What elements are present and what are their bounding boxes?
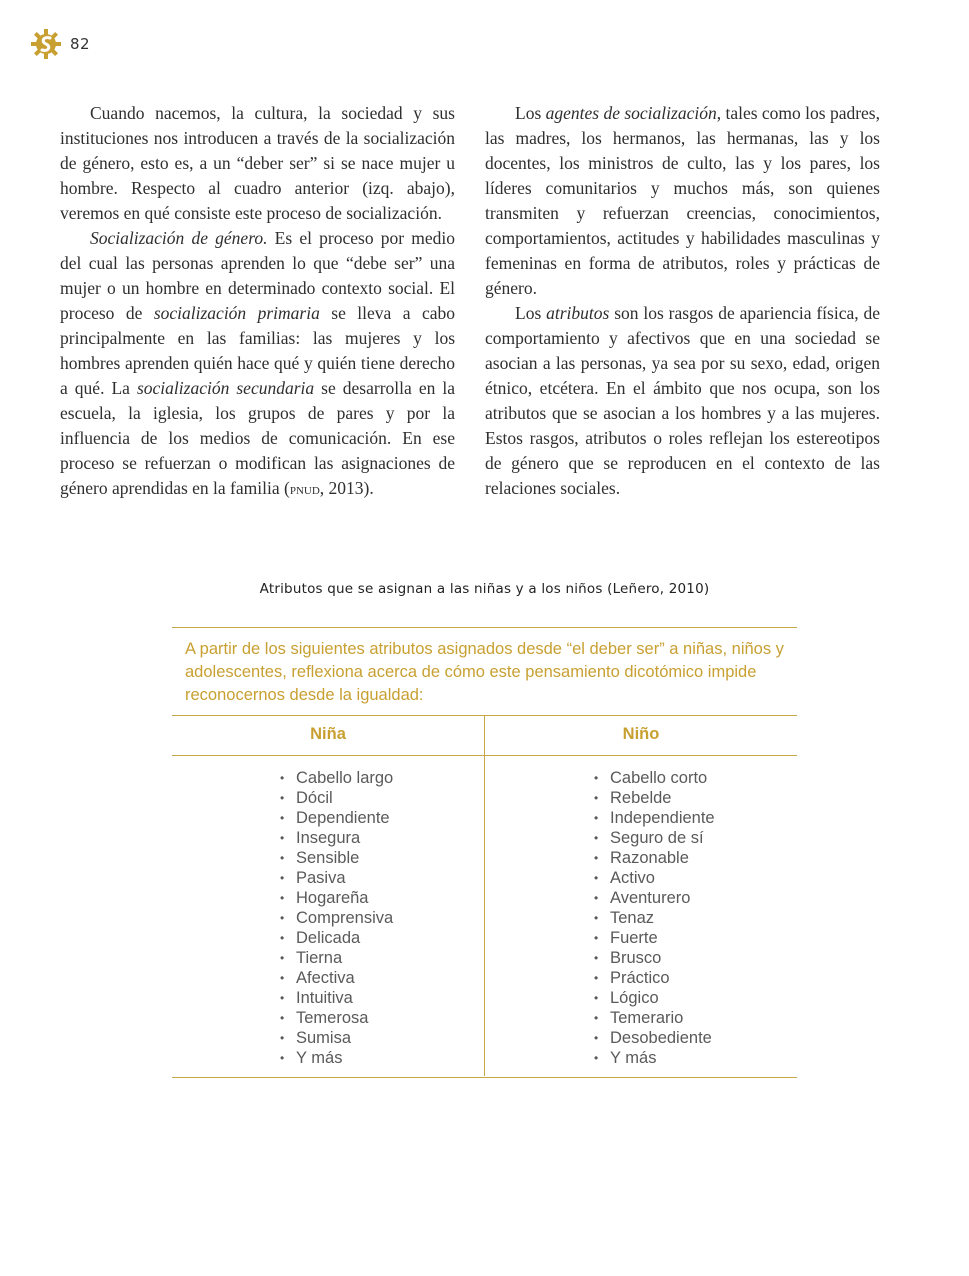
attributes-table (172, 627, 797, 1078)
term-socializacion-secundaria: socialización secundaria (136, 378, 315, 398)
gear-sun-logo-icon (30, 28, 62, 60)
list-item: • Dependiente (280, 808, 393, 828)
term-agentes-socializacion: agentes de socialización (545, 103, 717, 123)
table-caption: Atributos que se asignan a las niñas y a los niños (Leñero, 2010) (259, 581, 710, 597)
list-item: • Y más (594, 1048, 715, 1068)
list-item: • Afectiva (280, 968, 393, 988)
list-item: • Temerosa (280, 1008, 393, 1028)
left-paragraph-2: Socialización de género. Es el proceso por medio del cual las personas aprenden lo que “debe ser” una mujer o un hombre en determinado contexto social. El proceso de socialización primaria se lleva a cabo principalmente en las familias: las mujeres y los hombres aprenden quién hace qué y quién tiene derecho a qué. La socialización secundaria se desarrolla en la escuela, la iglesia, los grupos de pares y por la influencia de los medios de comunicación. En ese proceso se refuerzan o modifican las asignaciones de género aprendidas en la familia (pnud, 2013). (60, 228, 455, 498)
left-text-column (60, 101, 455, 503)
table-intro: A partir de los siguientes atributos asignados desde “el deber ser” a niñas, niños y adolescentes, reflexiona acerca de cómo este pensamiento dicotómico impide reconocernos desde la igualdad: (185, 640, 784, 704)
list-item: • Sumisa (280, 1028, 393, 1048)
list-item: • Cabello largo (280, 768, 393, 788)
list-item: • Aventurero (594, 888, 715, 908)
list-item: • Activo (594, 868, 715, 888)
right-paragraph-1: Los agentes de socialización, tales como los padres, las madres, los hermanos, las hermanas, las y los docentes, los ministros de culto, las y los pares, los líderes comunitarios y muchos más, son quienes transmiten y refuerzan creencias, conocimientos, comportamientos, actitudes y habilidades masculinas y femeninas en forma de atributos, roles y prácticas de género. (485, 103, 880, 298)
list-item: • Cabello corto (594, 768, 715, 788)
list-item: • Hogareña (280, 888, 393, 908)
list-item: • Comprensiva (280, 908, 393, 928)
nina-attributes-list (280, 768, 393, 1068)
list-item: • Rebelde (594, 788, 715, 808)
list-item: • Seguro de sí (594, 828, 715, 848)
list-item: • Temerario (594, 1008, 715, 1028)
list-item: • Delicada (280, 928, 393, 948)
list-item: • Pasiva (280, 868, 393, 888)
list-item: • Razonable (594, 848, 715, 868)
list-item: • Sensible (280, 848, 393, 868)
list-item: • Fuerte (594, 928, 715, 948)
list-item: • Práctico (594, 968, 715, 988)
page-header (30, 28, 90, 60)
header-nina: Niña (310, 725, 346, 743)
term-atributos: atributos (546, 303, 610, 323)
nino-attributes-list (594, 768, 715, 1068)
list-item: • Y más (280, 1048, 393, 1068)
list-item: • Desobediente (594, 1028, 715, 1048)
list-item: • Tierna (280, 948, 393, 968)
header-nino: Niño (622, 725, 660, 743)
page-number: 82 (70, 35, 91, 53)
list-item: • Brusco (594, 948, 715, 968)
term-socializacion-genero: Socialización de género. (90, 228, 268, 248)
list-item: • Dócil (280, 788, 393, 808)
right-text-column (485, 101, 880, 501)
list-item: • Intuitiva (280, 988, 393, 1008)
list-item: • Insegura (280, 828, 393, 848)
list-item: • Tenaz (594, 908, 715, 928)
right-paragraph-2: Los atributos son los rasgos de apariencia física, de comportamiento y afectivos que en una sociedad se asocian a las personas, ya sea por su sexo, edad, origen étnico, etcétera. En el ámbito que nos ocupa, son los atributos que se asocian a los hombres y a las mujeres. Estos rasgos, atributos o roles reflejan los estereotipos de género que se reproducen en el contexto de las relaciones sociales. (485, 303, 880, 498)
left-paragraph-1: Cuando nacemos, la cultura, la sociedad y sus instituciones nos introducen a través de la socialización de género, esto es, a un “deber ser” si se nace mujer u hombre. Respecto al cuadro anterior (izq. abajo), veremos en qué consiste este proceso de socialización. (60, 103, 455, 223)
citation-org: pnud (289, 482, 320, 498)
list-item: • Independiente (594, 808, 715, 828)
list-item: • Lógico (594, 988, 715, 1008)
column-divider (484, 715, 485, 1076)
term-socializacion-primaria: socialización primaria (153, 303, 320, 323)
